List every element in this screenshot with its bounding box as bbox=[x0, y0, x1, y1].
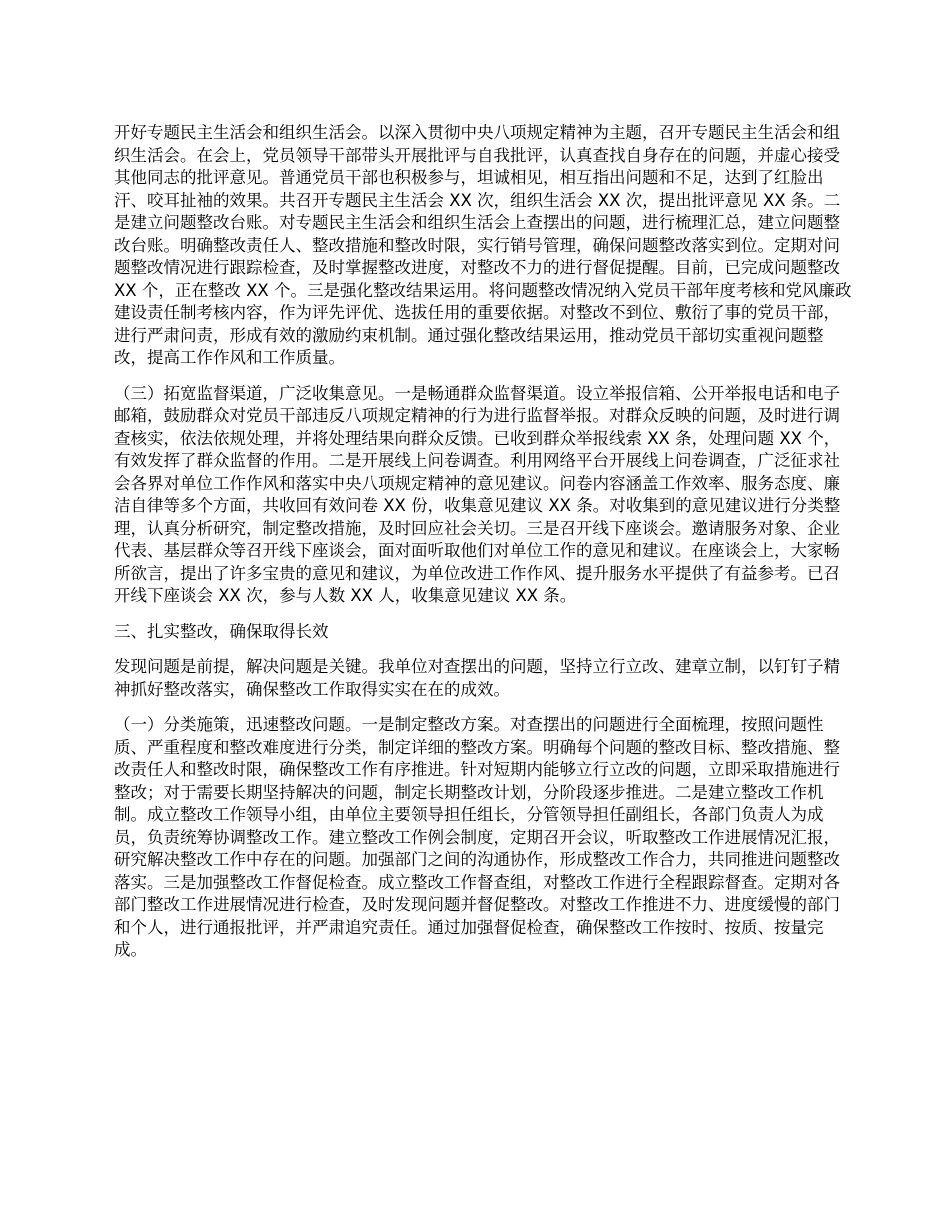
paragraph-1: 开好专题民主生活会和组织生活会。以深入贯彻中央八项规定精神为主题，召开专题民主生活会和组织生活会。在会上，党员领导干部带头开展批评与自我批评，认真查找自身存在的问题，并虚心接受其他同志的批评意见。普通党员干部也积极参与，坦诚相见，相互指出问题和不足，达到了红脸出汗、咬耳扯袖的效果。共召开专题民主生活会 XX 次，组织生活会 XX 次，提出批评意见 XX 条。二是建立问题整改台账。对专题民主生活会和组织生活会上查摆出的问题，进行梳理汇总，建立问题整改台账。明确整改责任人、整改措施和整改时限，实行销号管理，确保问题整改落实到位。定期对问题整改情况进行跟踪检查，及时掌握整改进度，对整改不力的进行督促提醒。目前，已完成问题整改 XX 个，正在整改 XX 个。三是强化整改结果运用。将问题整改情况纳入党员干部年度考核和党风廉政建设责任制考核内容，作为评先评优、选拔任用的重要依据。对整改不到位、敷衍了事的党员干部，进行严肃问责，形成有效的激励约束机制。通过强化整改结果运用，推动党员干部切实重视问题整改，提高工作作风和工作质量。 bbox=[114, 123, 852, 367]
paragraph-4: （一）分类施策，迅速整改问题。一是制定整改方案。对查摆出的问题进行全面梳理，按照问题性质、严重程度和整改难度进行分类，制定详细的整改方案。明确每个问题的整改目标、整改措施、整改责任人和整改时限，确保整改工作有序推进。针对短期内能够立行立改的问题，立即采取措施进行整改；对于需要长期坚持解决的问题，制定长期整改计划，分阶段逐步推进。二是建立整改工作机制。成立整改工作领导小组，由单位主要领导担任组长，分管领导担任副组长，各部门负责人为成员，负责统筹协调整改工作。建立整改工作例会制度，定期召开会议，听取整改工作进展情况汇报，研究解决整改工作中存在的问题。加强部门之间的沟通协作，形成整改工作合力，共同推进问题整改落实。三是加强整改工作督促检查。成立整改工作督查组，对整改工作进行全程跟踪督查。定期对各部门整改工作进展情况进行检查，及时发现问题并督促整改。对整改工作推进不力、进度缓慢的部门和个人，进行通报批评，并严肃追究责任。通过加强督促检查，确保整改工作按时、按质、按量完成。 bbox=[114, 715, 840, 959]
section-heading: 三、扎实整改，确保取得长效 bbox=[114, 621, 329, 641]
paragraph-3: 发现问题是前提，解决问题是关键。我单位对查摆出的问题，坚持立行立改、建章立制，以钉钉子精神抓好整改落实，确保整改工作取得实实在在的成效。 bbox=[114, 657, 840, 699]
document-body bbox=[114, 122, 856, 975]
paragraph-2: （三）拓宽监督渠道，广泛收集意见。一是畅通群众监督渠道。设立举报信箱、公开举报电话和电子邮箱，鼓励群众对党员干部违反八项规定精神的行为进行监督举报。对群众反映的问题，及时进行调查核实，依法依规处理，并将处理结果向群众反馈。已收到群众举报线索 XX 条，处理问题 XX 个，有效发挥了群众监督的作用。二是开展线上问卷调查。利用网络平台开展线上问卷调查，广泛征求社会各界对单位工作作风和落实中央八项规定精神的意见建议。问卷内容涵盖工作效率、服务态度、廉洁自律等多个方面，共收回有效问卷 XX 份，收集意见建议 XX 条。对收集到的意见建议进行分类整理，认真分析研究，制定整改措施，及时回应社会关切。三是召开线下座谈会。邀请服务对象、企业代表、基层群众等召开线下座谈会，面对面听取他们对单位工作的意见和建议。在座谈会上，大家畅所欲言，提出了许多宝贵的意见和建议，为单位改进工作作风、提升服务水平提供了有益参考。已召开线下座谈会 XX 次，参与人数 XX 人，收集意见建议 XX 条。 bbox=[114, 383, 841, 605]
